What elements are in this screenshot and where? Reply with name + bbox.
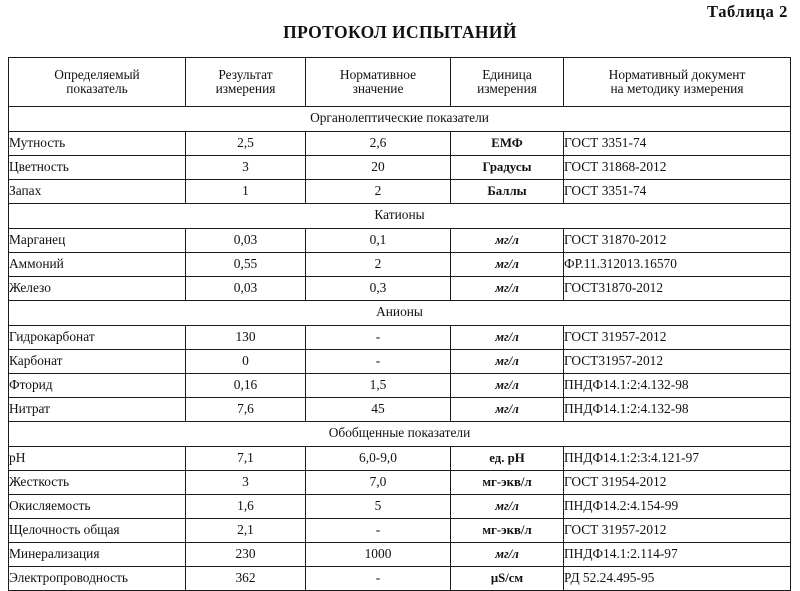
normative-document: ГОСТ 3351-74 bbox=[564, 132, 791, 156]
parameter-name: Фторид bbox=[9, 374, 186, 398]
normative-value: 45 bbox=[306, 398, 451, 422]
normative-value: - bbox=[306, 350, 451, 374]
measured-result: 362 bbox=[186, 567, 306, 591]
table-header-row bbox=[9, 58, 791, 107]
normative-value: 0,3 bbox=[306, 277, 451, 301]
measured-result: 7,6 bbox=[186, 398, 306, 422]
parameter-name: Жесткость bbox=[9, 471, 186, 495]
measurement-unit: мг/л bbox=[451, 326, 564, 350]
measured-result: 130 bbox=[186, 326, 306, 350]
column-header-line-1: Нормативный документ bbox=[608, 66, 746, 82]
normative-document: ГОСТ 31957-2012 bbox=[564, 519, 791, 543]
table-row bbox=[9, 374, 791, 398]
normative-document: ГОСТ31957-2012 bbox=[564, 350, 791, 374]
measurement-unit: мг/л bbox=[451, 543, 564, 567]
table-row bbox=[9, 326, 791, 350]
parameter-name: Электропроводность bbox=[9, 567, 186, 591]
normative-document: ГОСТ31870-2012 bbox=[564, 277, 791, 301]
measured-result: 1,6 bbox=[186, 495, 306, 519]
table-row bbox=[9, 180, 791, 204]
table-row bbox=[9, 253, 791, 277]
normative-document: ГОСТ 31957-2012 bbox=[564, 326, 791, 350]
normative-value: 7,0 bbox=[306, 471, 451, 495]
table-number-label: Таблица 2 bbox=[707, 2, 788, 21]
measured-result: 7,1 bbox=[186, 447, 306, 471]
table-row bbox=[9, 277, 791, 301]
page-title: ПРОТОКОЛ ИСПЫТАНИЙ bbox=[283, 22, 517, 42]
parameter-name: Карбонат bbox=[9, 350, 186, 374]
column-header-line-1: Нормативное bbox=[339, 66, 417, 82]
parameter-name: Нитрат bbox=[9, 398, 186, 422]
measurement-unit: мг/л bbox=[451, 229, 564, 253]
normative-document: РД 52.24.495-95 bbox=[564, 567, 791, 591]
section-header-row bbox=[9, 204, 791, 229]
parameter-name: Гидрокарбонат bbox=[9, 326, 186, 350]
normative-value: 6,0-9,0 bbox=[306, 447, 451, 471]
table-row bbox=[9, 398, 791, 422]
measurement-unit: мг/л bbox=[451, 253, 564, 277]
normative-document: ПНДФ14.1:2:3:4.121-97 bbox=[564, 447, 791, 471]
column-header-line-1: Единица bbox=[482, 66, 532, 82]
column-header-line-2: значение bbox=[352, 81, 404, 96]
measurement-unit: ЕМФ bbox=[451, 132, 564, 156]
column-header-4 bbox=[451, 58, 564, 107]
measured-result: 3 bbox=[186, 156, 306, 180]
normative-document: ГОСТ 31954-2012 bbox=[564, 471, 791, 495]
measured-result: 0,03 bbox=[186, 277, 306, 301]
measurement-unit: мг/л bbox=[451, 350, 564, 374]
parameter-name: Мутность bbox=[9, 132, 186, 156]
normative-value: - bbox=[306, 326, 451, 350]
normative-value: 2 bbox=[306, 180, 451, 204]
measured-result: 2,5 bbox=[186, 132, 306, 156]
measured-result: 1 bbox=[186, 180, 306, 204]
normative-value: - bbox=[306, 567, 451, 591]
section-header-row bbox=[9, 107, 791, 132]
table-row bbox=[9, 543, 791, 567]
normative-document: ГОСТ 3351-74 bbox=[564, 180, 791, 204]
measurement-unit: ед. pH bbox=[451, 447, 564, 471]
measurement-unit: Баллы bbox=[451, 180, 564, 204]
results-table-container bbox=[8, 57, 790, 591]
measurement-unit: μS/см bbox=[451, 567, 564, 591]
measurement-unit: мг/л bbox=[451, 495, 564, 519]
parameter-name: Окисляемость bbox=[9, 495, 186, 519]
section-title: Катионы bbox=[9, 204, 791, 229]
normative-value: 0,1 bbox=[306, 229, 451, 253]
table-row bbox=[9, 156, 791, 180]
parameter-name: Цветность bbox=[9, 156, 186, 180]
normative-document: ПНДФ14.1:2.114-97 bbox=[564, 543, 791, 567]
test-protocol-table bbox=[8, 57, 791, 591]
table-row bbox=[9, 229, 791, 253]
measured-result: 0,55 bbox=[186, 253, 306, 277]
section-title: Обобщенные показатели bbox=[9, 422, 791, 447]
normative-value: 5 bbox=[306, 495, 451, 519]
column-header-line-2: измерения bbox=[477, 81, 537, 96]
normative-value: 2,6 bbox=[306, 132, 451, 156]
normative-value: 1,5 bbox=[306, 374, 451, 398]
column-header-5 bbox=[564, 58, 791, 107]
parameter-name: Аммоний bbox=[9, 253, 186, 277]
column-header-2 bbox=[186, 58, 306, 107]
column-header-1 bbox=[9, 58, 186, 107]
measured-result: 2,1 bbox=[186, 519, 306, 543]
column-header-3 bbox=[306, 58, 451, 107]
parameter-name: Марганец bbox=[9, 229, 186, 253]
table-row bbox=[9, 519, 791, 543]
section-header-row bbox=[9, 422, 791, 447]
parameter-name: Минерализация bbox=[9, 543, 186, 567]
normative-value: - bbox=[306, 519, 451, 543]
table-row bbox=[9, 567, 791, 591]
measured-result: 3 bbox=[186, 471, 306, 495]
table-row bbox=[9, 471, 791, 495]
table-row bbox=[9, 350, 791, 374]
measured-result: 0,03 bbox=[186, 229, 306, 253]
normative-value: 1000 bbox=[306, 543, 451, 567]
column-header-line-2: на методику измерения bbox=[610, 81, 744, 96]
measurement-unit: мг/л bbox=[451, 277, 564, 301]
section-title: Органолептические показатели bbox=[9, 107, 791, 132]
measurement-unit: мг-экв/л bbox=[451, 471, 564, 495]
measured-result: 0 bbox=[186, 350, 306, 374]
normative-document: ПНДФ14.1:2:4.132-98 bbox=[564, 374, 791, 398]
normative-value: 2 bbox=[306, 253, 451, 277]
section-header-row bbox=[9, 301, 791, 326]
measurement-unit: мг/л bbox=[451, 398, 564, 422]
normative-document: ФР.11.312013.16570 bbox=[564, 253, 791, 277]
table-row bbox=[9, 495, 791, 519]
parameter-name: Запах bbox=[9, 180, 186, 204]
parameter-name: Железо bbox=[9, 277, 186, 301]
measured-result: 230 bbox=[186, 543, 306, 567]
normative-document: ГОСТ 31870-2012 bbox=[564, 229, 791, 253]
table-row bbox=[9, 132, 791, 156]
column-header-line-2: показатель bbox=[66, 81, 128, 96]
parameter-name: pH bbox=[9, 447, 186, 471]
normative-document: ПНДФ14.1:2:4.132-98 bbox=[564, 398, 791, 422]
parameter-name: Щелочность общая bbox=[9, 519, 186, 543]
measurement-unit: Градусы bbox=[451, 156, 564, 180]
measurement-unit: мг/л bbox=[451, 374, 564, 398]
column-header-line-2: измерения bbox=[215, 81, 276, 96]
section-title: Анионы bbox=[9, 301, 791, 326]
normative-document: ГОСТ 31868-2012 bbox=[564, 156, 791, 180]
column-header-line-1: Результат bbox=[218, 66, 273, 82]
measurement-unit: мг-экв/л bbox=[451, 519, 564, 543]
normative-document: ПНДФ14.2:4.154-99 bbox=[564, 495, 791, 519]
column-header-line-1: Определяемый bbox=[54, 66, 140, 82]
table-row bbox=[9, 447, 791, 471]
normative-value: 20 bbox=[306, 156, 451, 180]
measured-result: 0,16 bbox=[186, 374, 306, 398]
